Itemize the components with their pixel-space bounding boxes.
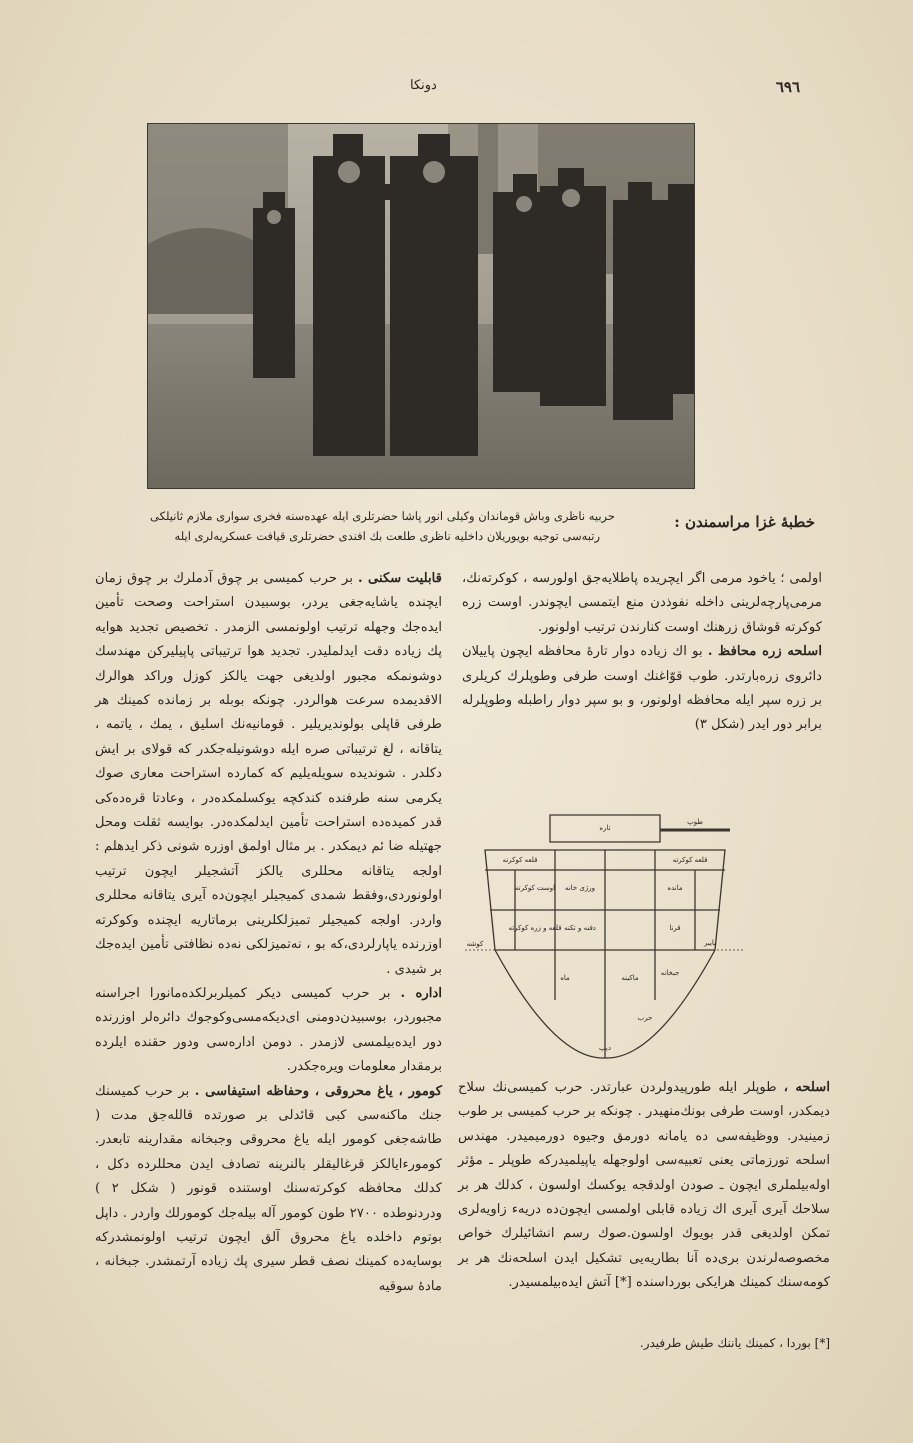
label-bottom-left: ماه — [560, 974, 570, 982]
label-mid-left-2: قلعه و زره کوکرته — [508, 924, 562, 932]
paragraph-text: بر حرب کمیسنك جنك ماکنه‌سی کبی قائدلی بر صورتده قالله‌جق مدت‌ ( طاشه‌جغی کومور ایله یاغ محروقی وجبخانه مقدارینه تابعدر. کومورءایالکز قرغالیقلر بالنرینه تصادف ایدن محللرده دکل ، کدلك محافظه کوکرته‌سنك اوستنده قونور ( شکل ۲ ) ودردنوطده ۲۷۰۰ طون کومور آله بیله‌جك کومورلك واردر . داپل بوتوم داخلده یاغ محروق آلق ایچون ترتیب اولونمشدرکه بوسایه‌ده کمینك نصف قطر سیری پك زیاده آرتمشدر. جبخانه ، مادهٔ سوقیه — [95, 1083, 443, 1294]
ship-cross-section-diagram — [455, 800, 755, 1062]
page-number: ٦٩٦ — [775, 78, 800, 96]
label-center-2: دفنه و تکنه — [564, 924, 596, 932]
label-bottom-center: دیپ — [599, 1044, 611, 1052]
footnote: [*] بوردا ، کمینك یاننك طیش طرفیدر. — [639, 1336, 830, 1350]
label-bottom-right-1: جبخانه — [660, 969, 680, 977]
label-kuse: کوشه — [466, 940, 484, 948]
paragraph-lead: اسلحه ، — [783, 1080, 830, 1095]
label-top-gun: طوپ — [687, 818, 703, 826]
left-column — [95, 567, 442, 1299]
label-right-3: پایبر — [703, 939, 717, 947]
label-right-2: قرنا — [669, 924, 681, 932]
label-tare: تاره — [599, 824, 611, 832]
paragraph — [462, 567, 822, 640]
right-column-bottom — [458, 1076, 830, 1296]
label-bottom-mid: ماکینه — [621, 974, 639, 982]
label-mid-left-1: اوست کوکرته — [514, 884, 556, 892]
paragraph-text: بو اك زیاده دوار تارهٔ محافظه ایچون پاییلان دائروی زره‌بارتدر. طوب قوّاغنك اوست طرفی وطوپلرك کریلری بر زره سپر ایله محافظه اولونور، و بو سپر دوار راطبله وطوپلرله برابر دور ایدر (شکل ۳) — [462, 644, 822, 733]
paragraph — [95, 982, 442, 1080]
paragraph — [458, 1076, 830, 1296]
label-right-1: مانده — [667, 884, 683, 892]
paragraph-text: بر حرب کمیسی دیکر کمیلر‌برلکده‌مانورا اجراسنه مجبوردر، بوسبیدن‌دومنی ای‌دیکه‌مسی‌وکوجوك دائره‌لر اوزرنده دور ایده‌بیلمسی لازمدر . دومن اداره‌سی ودور حقنده ایلرده برمقدار معلومات ویره‌جکدر. — [95, 985, 442, 1075]
paragraph-text: بر حرب کمیسی بر چوق آدملرك بر چوق زمان ایچنده یاشایه‌جغی یردر، بوسبیدن استراحت وصحت تأمین ایده‌جك وجهله ترتیب اولونمسی الزمدر . تخصیص تجدید هوایه پك زیاده دقت ایدلملیدر. تجدید هوا ترتیباتی پاپیلیرکن مهندسك دوشونمکه مجبور اولدیغی جهت یالکز کوزل وراکد هوالرك الاقدیمده سرعت هوالردر. چونکه بوبله بر زمانده کمینك هر طرفی قاپلی بولوندیریلیر . قومانیه‌نك اسلیق ، یمك ، یاتمه ، یتاقانه ، لغ ترتیباتی صره ایله دوشونیله‌جکدر که قولای بر ایش دکلدر . شوندیده سویله‌یلیم که کمارده استراحت معاری صوك یکرمی سنه طرفنده کندکچه یوکسلمکده‌در ، وعادتا قره‌ده‌کی قدر کمیده‌ده استراحت تأمین ایدلمکده‌در. بوایسه ثقلت ومحل جهتیله ضا ئم دیمکدر . بر مثال اولمق اوزره شونی ذکر ایدهلم : اولجه یتاقانه محللری یالکز آتشجیلر ایچون ترتیب اولونوردی،وفقط شمدی کمیجیلر ایچون‌ده آیری یتاقانه محللری واردر. اولجه کمیجیلر تمیزلکلرینی برماتاریه ایچنده وکوکرته اوزرنده یاپارلردی،که بو ، نه‌تمیزلکی نه‌ده نظافتی تأمین ایده‌جك بر شیدی . — [95, 571, 442, 977]
officers-photo-illustration — [148, 124, 694, 488]
right-column-top — [462, 567, 822, 738]
paragraph — [95, 567, 442, 982]
label-bottom-right-2: حرب — [637, 1014, 653, 1022]
running-title: دونکا — [410, 78, 437, 93]
paragraph-lead: اداره . — [400, 985, 442, 1001]
paragraph-lead: قابلیت سکنی . — [358, 571, 442, 586]
caption-line-2: رتبه‌سی توجیه بویوریلان داخلیه ناظری طلعت بك افندی حضرتلری قیافت عسکریه‌لری ایله — [174, 529, 600, 543]
label-upper-right: قلعه کوکرته — [672, 856, 708, 864]
label-center-1: ورژی خانه — [564, 884, 596, 892]
caption-title: خطبهٔ غزا مراسمندن : — [674, 513, 815, 531]
page-header — [140, 78, 800, 100]
paragraph-text: طوپلر ایله طورپیدولردن عبارتدر. حرب کمیسی‌نك سلاح دیمکدر، اوست طرفی بونك‌منهیدر . چونکه بر حرب کمیسی بر طوب زمینیدر. ووظیفه‌سی ده یامانه دورمق وجیوه دورمیمیدر. مهندس اسلحه تورزماتی یعنی تعبیه‌سی اولوجهله یاپیلمیدرکه طوپلر ـ مؤثر اوله‌بیلملری ایچون ـ صودن اولدقجه یوکسك اولسون ، کدلك هر بر سلاحك آیری آیری اك زیاده قابلی اولمسی ایچون‌ده دریه‌ء زاویه‌لری تمکن اولدیغی قدر بویوك اولسون.صوك رسم انشائیلرك خواص مخصوصه‌لرندن بری‌ده آنا بطاریه‌یی تشکیل ایدن اسلحه‌نك هر بر کومه‌سنك کمینك هرایکی بورداسنده [*] آتش ایده‌بیلمسیدر. — [458, 1080, 830, 1291]
photograph — [147, 123, 695, 489]
diagram-drawing — [455, 800, 755, 1062]
paragraph — [95, 1080, 442, 1300]
paragraph — [462, 640, 822, 738]
paragraph-text: اولمی ؛ یاخود مرمی اگر ایچریده پاطلایه‌جق اولورسه ، کوکرته‌نك، مرمی‌پارچه‌لرینی داخله نفوذدن منع ایتمسی ایچوندر. اوست زره کوکرته قوشاق زرهنك اوست کنارندن ترتیب اولونور. — [462, 571, 822, 635]
caption-line-1: حربیه ناظری وباش قوماندان وکیلی انور پاشا حضرتلری ایله عهده‌سنه فخری سواری ملازم ثانیلکی — [150, 509, 615, 523]
label-upper-left: قلعه کوکرته — [502, 856, 538, 864]
paragraph-lead: کومور ، یاغ محروقی ، وحفاظه استیفاسی . — [194, 1083, 442, 1099]
paragraph-lead: اسلحه زره محافظ . — [707, 644, 823, 660]
